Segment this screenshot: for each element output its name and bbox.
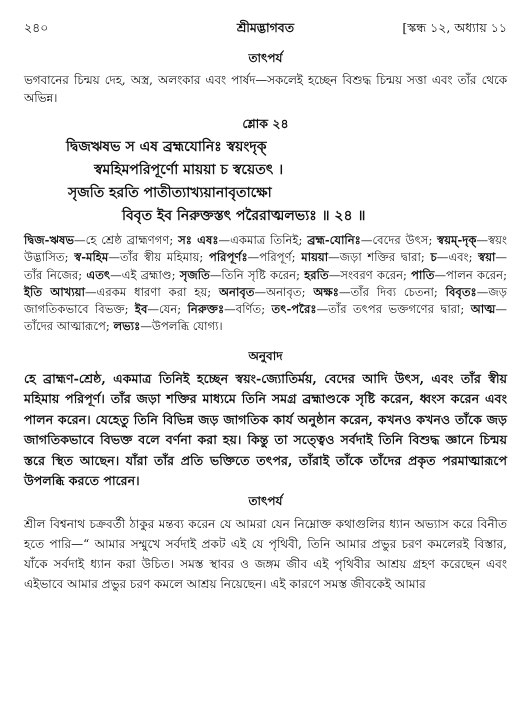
synonym-meaning: —তাঁর তৎপর ভক্তগণের দ্বারা; [316,302,471,317]
synonym-meaning: —যেন; [147,302,188,317]
synonym-meaning: —জড়া শক্তির দ্বারা; [328,250,431,265]
purport-bottom-section [24,493,507,594]
synonym-meaning: —পরিপূর্ণ; [247,250,302,265]
verse-section [24,116,507,228]
synonym-meaning: —তাঁর নিজের; [24,250,508,282]
synonym-term: স্বয়া [478,250,496,265]
purport-top-heading: তাৎপর্য [248,51,283,65]
synonym-meaning: —সংবরণ করেন; [328,267,412,282]
synonym-meaning: —এবং; [436,250,479,265]
synonym-term: দ্বিজ-ঋষভ [24,233,75,247]
synonym-meaning: —তাঁর স্বীয় মহিমায়; [108,250,209,265]
synonym-term: নিরুক্তঃ [187,302,225,317]
synonym-term: হরতি [304,267,329,282]
book-title: শ্রীমদ্ভাগবত [236,20,295,35]
purport-bottom-text: শ্রীল বিশ্বনাথ চক্রবর্তী ঠাকুর মন্তব্য করেন যে আমরা যেন নিম্নোক্ত কথাগুলির ধ্যান অভ্যাস করে বিনীত হতে পারি—“ আমার সম্মুখে সর্বদাই প্রকট এই যে পৃথিবী, তিনি আমার প্রভুর চরণ কমলেরই বিস্তার, যাঁকে সর্বদাই ধ্যান করা উচিত। সমস্ত স্থাবর ও জঙ্গম জীব এই পৃথিবীর আশ্রয় গ্রহণ করেছেন এবং এইভাবে আমার প্রভুর চরণ কমলে আশ্রয় নিয়েছেন। এই কারণে সমস্ত জীবকেই আমার [24,516,507,591]
synonym-term: এতৎ [86,267,111,282]
synonym-term: পরিপূর্ণঃ [209,250,248,265]
verse-line-1: দ্বিজঋষভ স এষ ব্রহ্মযোনিঃ স্বয়ংদৃক্ [66,139,267,155]
synonym-meaning: —জড় জাগতিকভাবে বিভক্ত; [24,284,507,317]
synonym-meaning: —এরকম ধারণা করা হয়; [84,284,220,299]
synonym-term: ইতি আখ্যয়া [24,284,85,299]
page-number: ২৪০ [24,20,49,35]
purport-bottom-heading: তাৎপর্য [248,493,283,508]
synonym-meaning: —পালন করেন; [434,267,507,282]
purport-top-text: ভগবানের চিন্ময় দেহ, অস্ত্র, অলংকার এবং পার্ষদ—সকলেই হচ্ছেন বিশুদ্ধ চিন্ময় সত্তা এবং তাঁর থেকে অভিন্ন। [24,73,507,105]
synonym-meaning: —বর্ণিত; [224,302,272,317]
synonym-term: ব্রহ্ম-যোনিঃ [307,233,361,247]
translation-heading: অনুবাদ [248,348,283,363]
synonym-meaning: —তাঁর দিব্য চেতনা; [338,284,446,299]
synonym-term: ইব [134,302,148,317]
synonym-term: অক্ষঃ [313,284,339,299]
synonym-term: স্ব-মহিম [74,250,109,265]
synonym-meaning: —তিনি সৃষ্টি করেন; [209,267,305,282]
page-header [24,10,507,35]
purport-top-section [24,50,507,107]
synonym-term: অনাবৃত [219,284,255,299]
synonym-meaning: —উপলব্ধি যোগ্য। [140,319,223,334]
synonym-term: মায়য়া [301,250,329,265]
synonym-meaning: —হে শ্রেষ্ঠ ব্রাহ্মণগণ; [74,233,179,247]
synonym-meaning: —একমাত্র তিনিই; [218,233,308,247]
translation-section [24,348,507,492]
synonym-term: চ [430,250,437,265]
synonym-term: তৎ-পরৈঃ [271,302,317,317]
verse-heading: শ্লোক ২৪ [242,116,289,131]
synonym-term: পাতি [411,267,435,282]
chapter-reference: [স্কন্ধ ১২, অধ্যায় ১১ [402,20,507,35]
synonym-term: সৃজতি [179,267,210,282]
synonym-term: লভ্যঃ [113,319,141,334]
synonyms-paragraph [24,232,507,336]
synonym-meaning: —বেদের উৎস; [360,233,438,247]
verse-line-2: স্বমহিমপরিপূর্ণো মায়য়া চ স্বয়েতৎ । [94,162,284,178]
translation-text: হে ব্রাহ্মণ-শ্রেষ্ঠ, একমাত্র তিনিই হচ্ছেন স্বয়ং-জ্যোতির্ময়, বেদের আদি উৎস, এবং তাঁর স্বীয় মহিমায় পরিপূর্ণ। তাঁর জড়া শক্তির মাধ্যমে তিনি সমগ্র ব্রহ্মাণ্ডকে সৃষ্টি করেন, ধ্বংস করেন এবং পালন করেন। যেহেতু তিনি বিভিন্ন জড় জাগতিক কার্য অনুষ্ঠান করেন, কখনও কখনও তাঁকে জড় জাগতিকভাবে বিভক্ত বলে বর্ণনা করা হয়। কিন্তু তা সত্ত্বেও সর্বদাই তিনি বিশুদ্ধ জ্ঞানে চিন্ময় স্তরে স্থিত আছেন। যাঁরা তাঁর প্রতি ভক্তিতে তৎপর, তাঁরাই তাঁকে তাঁদের প্রকৃত পরমাত্মারূপে উপলব্ধি করতে পারেন। [24,370,507,489]
synonym-meaning: —অনাবৃত; [254,284,314,299]
verse-line-4: বিবৃত ইব নিরুক্তস্তৎ পরৈরাত্মলভ্যঃ ॥ ২৪ ॥ [122,208,366,224]
synonym-meaning: —তাঁদের আত্মারূপে; [24,302,507,334]
synonym-meaning: —এই ব্রহ্মাণ্ড; [110,267,180,282]
synonym-term: সঃ এষঃ [178,233,219,247]
synonym-meaning: —স্বয়ং উদ্ভাসিত; [24,233,507,265]
synonym-term: আত্ম [470,302,496,317]
synonym-term: স্বয়ম্-দৃক্ [437,233,477,247]
synonym-term: বিবৃতঃ [445,284,477,299]
verse-line-3: সৃজতি হরতি পাতীত্যাখ্যয়ানাবৃতাক্ষো [68,185,272,201]
